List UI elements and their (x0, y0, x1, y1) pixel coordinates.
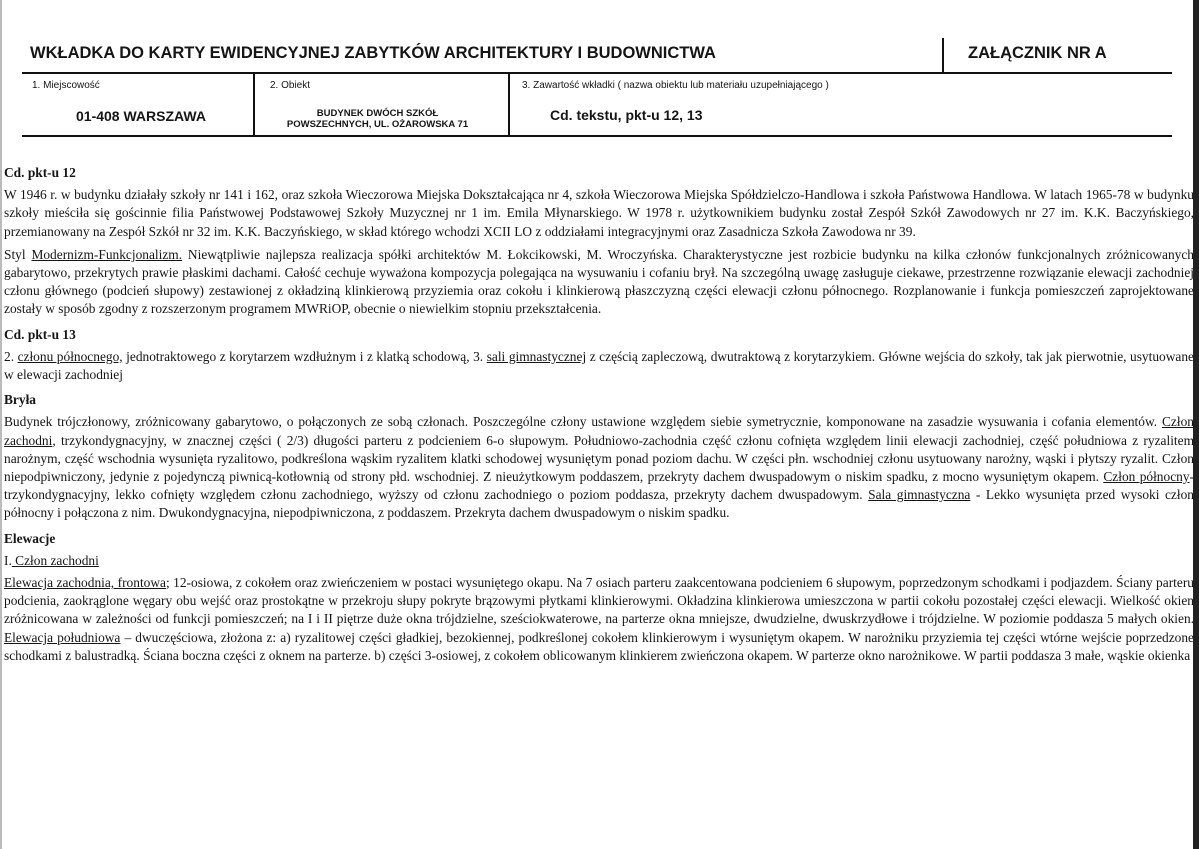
field-1-value: 01-408 WARSZAWA (76, 108, 206, 124)
subheading-west-wing (4, 552, 1194, 570)
scan-left-edge (0, 0, 2, 849)
p13-b: jednotraktowego z korytarzem wzdłużnym i z klatką schodową, 3. (122, 348, 487, 364)
paragraph-12a: W 1946 r. w budynku działały szkoły nr 141 i 162, oraz szkoła Wieczorowa Miejska Dokształcająca nr 4, szkoła Wieczorowa Miejska Spółdzielczo-Handlowa i szkoła Państwowa Handlowa. W latach 1965-78 w budynku szkoły mieściła się gościnnie filia Państwowej Podstawowej Szkoły Muzycznej nr 1 im. Emila Młynarskiego. W 1978 r. użytkownikiem budynku został Zespół Szkół Zawodowych nr 27 im. K.K. Baczyńskiego, przemianowany na Zespół Szkół nr 32 im. K.K. Baczyńskiego, w skład którego wchodzi XCII LO z oddziałami integracyjnymi oraz Zasadnicza Szkoła Zawodowa nr 39. (4, 187, 1194, 239)
style-lead: Styl (4, 246, 32, 262)
field-3-label: 3. Zawartość wkładki ( nazwa obiektu lub materiału uzupełniającego ) (522, 80, 829, 91)
pb-north-wing: Człon północny (1103, 469, 1190, 485)
body-text (4, 162, 1194, 665)
p13-a: 2. (4, 348, 18, 364)
pe-south-facade: Elewacja południowa (4, 629, 121, 645)
pb-west-wing: Człon zachodni (4, 414, 1194, 448)
field-2-value-line1: BUDYNEK DWÓCH SZKÓŁ (316, 108, 439, 119)
p13-gym-hall: sali gimnastycznej (486, 348, 587, 364)
form-title: WKŁADKA DO KARTY EWIDENCYJNEJ ZABYTKÓW ARCHITEKTURY I BUDOWNICTWA (30, 44, 716, 62)
section-heading-12: Cd. pkt-u 12 (4, 165, 76, 180)
subheading-number: I. (4, 552, 12, 568)
paragraph-12b (4, 246, 1194, 319)
pb-b: , trzykondygnacyjny, w znacznej części ( 2/3) długości parteru z podcieniem 6-o słupowym. Południowo-zachodnia część członu cofnięta względem linii elewacji zachodniej, część południowa z ryzalitem narożnym, część wschodnia wysunięta ryzalitowo, podkreślona wąskim ryzalitem klatki schodowej wysuniętym ponad poziom dachu. W części płn. wschodniej członu usytuowany narożny, wąski i płytszy ryzalit. Człon niepodpiwniczony, jedynie z pojedynczą piwnicą-kotłownią od strony płd. wschodniej. Z nieużytkowym poddaszem, przekryty dachem dwuspadowym o niskim spadku, z mocno wysuniętym okapem. (4, 432, 1194, 485)
p13-north-wing: członu północnego, (17, 348, 123, 364)
style-name: Modernizm-Funkcjonalizm. (31, 246, 183, 262)
pb-d: - Lekko wysunięta przed wysoki człon północny i połączona z nim. Dwukondygnacyjna, niepodpiwniczona, z poddaszem. Przekryta dachem dwuspadowym o niskim spadku. (4, 487, 1194, 521)
paragraph-elewacje (4, 574, 1194, 665)
pe-a: ; 12-osiowa, z cokołem oraz zwieńczeniem w postaci wysuniętego okapu. Na 7 osiach parteru zaakcentowana podcieniem 6 słupowym, poprzedzonym schodkami i podjazdem. Ściany parteru podcienia, zaokrąglone węgary obu wejść oraz prostokątne w przekroju słupy pokryte brązowymi płytkami klinkierowymi. Okładzina klinkierowa umieszczona w partii cokołu pozostałej części elewacji. Wielkość okien zróżnicowana w zależności od funkcji pomieszczeń; na I i II piętrze duże okna trójdzielne, sześciokwaterowe, na parterze okna mniejsze, dwudzielne, dwuskrzydłowe i trójdzielne. W poziomie poddasza 5 małych okien. (4, 575, 1194, 627)
style-description: Niewątpliwie najlepsza realizacja spółki architektów M. Łokcikowski, M. Wroczyńska. Charakterystyczne jest rozbicie budynku na kilka członów funkcjonalnych zróżnicowanych gabarytowo, przekrytych prawie płaskimi dachami. Całość cechuje wyważona kompozycja polegająca na wysuwaniu i cofaniu brył. Na szczególną uwagę zasługuje ciekawe, przestrzenne rozwiązanie elewacji zachodniej członu głównego (podcień słupowy) zestawionej z okładziną klinkierową przyziemia oraz cokołu i klinkierową płaszczyzną części elewacji członu północnego. Rozplanowanie i funkcja pomieszczeń zaprojektowane zostały w sposób zgodny z rozszerzonym programem MWRiOP, obecnie o niewielkim stopniu przekształcenia. (4, 246, 1195, 317)
field-divider-2 (508, 74, 510, 136)
annex-number: ZAŁĄCZNIK NR A (968, 44, 1107, 62)
pe-b: – dwuczęściowa, złożona z: a) ryzalitowej części gładkiej, bezokiennej, podkreślonej cokołem klinkierowym i wysuniętym okapem. W narożniku przyziemia tej części wtórne wejście poprzedzone schodkami z balustradką. Ściana boczna części z oknem na parterze. b) części 3-osiowej, z cokołem oblicowanym klinkierem zwieńczona okapem. W parterze okno narożnikowe. W partii poddasza 3 małe, wąskie okienka (4, 629, 1195, 663)
pb-c: - trzykondygnacyjny, lekko cofnięty względem członu zachodniego, wyższy od członu zachodniego o poziom poddasza, przekryty dachem dwuspadowym. (4, 469, 1195, 503)
header-divider (942, 38, 944, 72)
section-heading-bryla: Bryła (4, 392, 36, 408)
header-top-rule (22, 72, 1172, 74)
field-3-value: Cd. tekstu, pkt-u 12, 13 (550, 107, 703, 123)
header-bottom-rule (22, 135, 1172, 137)
field-2-label: 2. Obiekt (270, 80, 311, 91)
paragraph-bryla (4, 413, 1194, 522)
p13-c: z częścią zapleczową, dwutraktową z korytarzykiem. Główne wejścia do szkoły, tak jak pierwotnie, usytuowane w elewacji zachodniej (4, 348, 1194, 383)
section-heading-13: Cd. pkt-u 13 (4, 326, 76, 342)
field-2-value (255, 108, 500, 130)
pb-gym-hall: Sala gimnastyczna (868, 487, 971, 503)
subheading-label: Człon zachodni (11, 552, 99, 568)
pb-a: Budynek trójczłonowy, zróżnicowany gabarytowo, o połączonych ze sobą członach. Poszczególne człony ustawione względem siebie symetrycznie, komponowane na zasadzie wysuwania i cofania elementów. (4, 414, 1162, 430)
field-2-value-line2: POWSZECHNYCH, UL. OŻAROWSKA 71 (286, 119, 469, 130)
section-heading-elewacje: Elewacje (4, 530, 56, 546)
field-1-label: 1. Miejscowość (32, 80, 100, 91)
pe-west-facade: Elewacja zachodnia, frontowa (4, 575, 166, 591)
paragraph-13 (4, 348, 1194, 384)
